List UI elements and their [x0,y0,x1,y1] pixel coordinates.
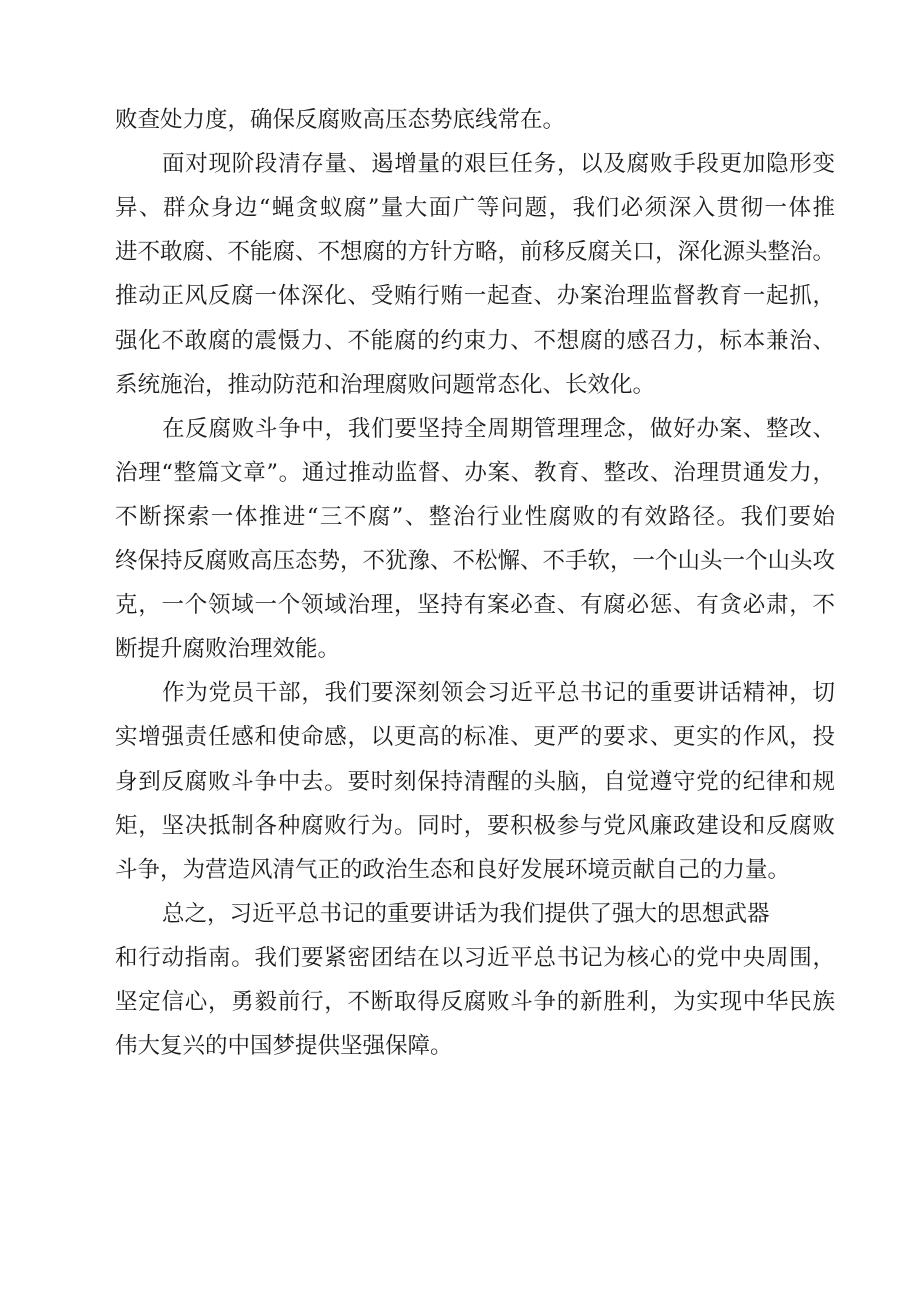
text-line: 实增强责任感和使命感，以更高的标准、更严的要求、更实的作风，投 [115,724,835,751]
text-line: 断提升腐败治理效能。 [115,636,341,663]
text-line: 在反腐败斗争中，我们要坚持全周期管理理念，做好办案、整改、 [162,415,835,442]
text-line: 不断探索一体推进“三不腐”、整治行业性腐败的有效路径。我们要始 [115,503,835,530]
text-line: 面对现阶段清存量、遏增量的艰巨任务，以及腐败手段更加隐形变 [162,151,835,178]
text-line: 强化不敢腐的震慑力、不能腐的约束力、不想腐的感召力，标本兼治、 [115,327,835,354]
text-line: 伟大复兴的中国梦提供坚强保障。 [115,1033,453,1060]
text-line: 矩，坚决抵制各种腐败行为。同时，要积极参与党风廉政建设和反腐败 [115,812,835,839]
text-line: 坚定信心，勇毅前行，不断取得反腐败斗争的新胜利，为实现中华民族 [115,989,835,1015]
text-line: 作为党员干部，我们要深刻领会习近平总书记的重要讲话精神，切 [162,680,835,707]
text-line: 推动正风反腐一体深化、受贿行贿一起查、办案治理监督教育一起抓， [115,283,835,310]
text-line: 克，一个领域一个领域治理，坚持有案必查、有腐必惩、有贪必肃，不 [115,592,835,619]
text-line: 治理“整篇文章”。通过推动监督、办案、教育、整改、治理贯通发力， [115,459,835,486]
text-line: 进不敢腐、不能腐、不想腐的方针方略，前移反腐关口，深化源头整治。 [115,239,836,266]
text-line: 总之，习近平总书记的重要讲话为我们提供了强大的思想武器 [162,900,770,927]
text-line: 终保持反腐败高压态势，不犹豫、不松懈、不手软，一个山头一个山头攻 [115,548,836,574]
text-line: 身到反腐败斗争中去。要时刻保持清醒的头脑，自觉遵守党的纪律和规 [115,768,835,795]
text-line: 和行动指南。我们要紧密团结在以习近平总书记为核心的党中央周围， [115,944,835,971]
text-line: 斗争，为营造风清气正的政治生态和良好发展环境贡献自己的力量。 [115,856,791,883]
text-line: 异、群众身边“蝇贪蚁腐”量大面广等问题，我们必须深入贯彻一体推 [115,195,835,222]
text-line: 败查处力度，确保反腐败高压态势底线常在。 [115,107,566,133]
text-line: 系统施治，推动防范和治理腐败问题常态化、长效化。 [115,371,656,398]
